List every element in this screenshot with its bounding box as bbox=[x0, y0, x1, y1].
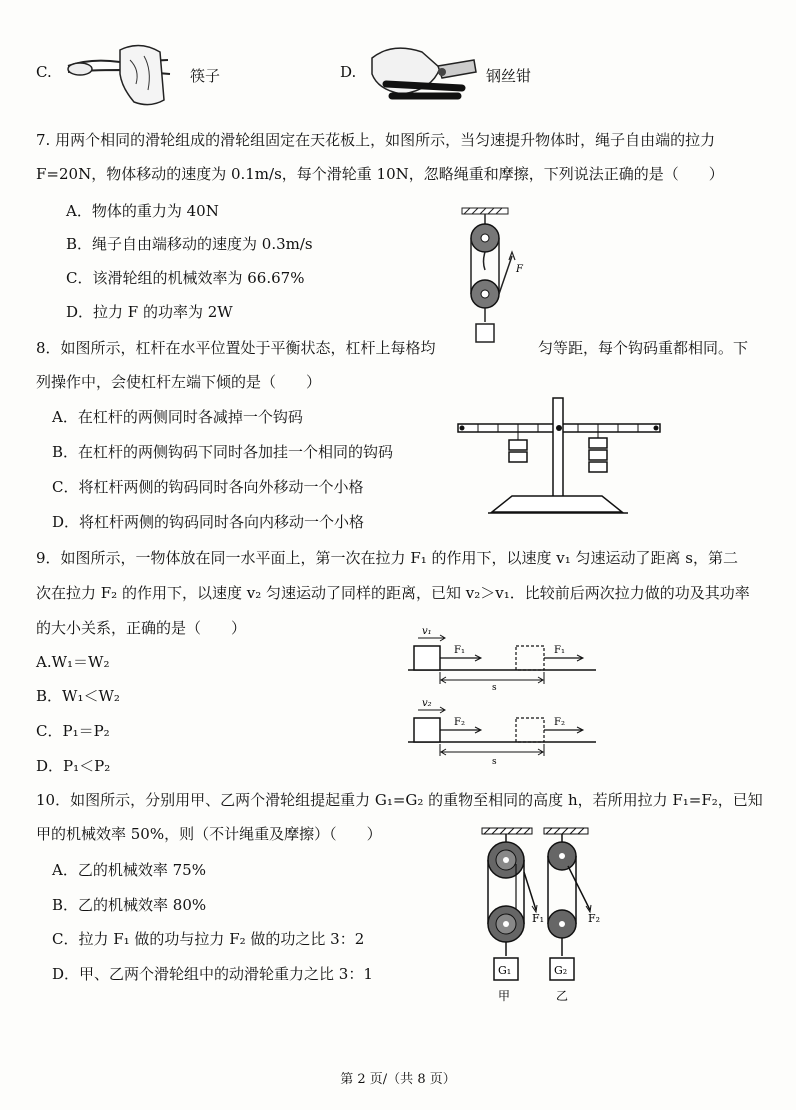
q9-fig-f1-a: F₁ bbox=[454, 645, 465, 656]
q9-option-a: A.W₁＝W₂ bbox=[36, 653, 110, 671]
q10-fig-f2: F₂ bbox=[588, 912, 601, 925]
option-d-label: D. bbox=[340, 63, 357, 81]
page-footer: 第 2 页/（共 8 页） bbox=[340, 1072, 456, 1087]
q7-option-a: A．物体的重力为 40N bbox=[66, 202, 219, 220]
option-c-label: C. bbox=[36, 63, 52, 81]
q8-stem-line1-b: 匀等距，每个钩码重都相同。下 bbox=[538, 339, 749, 357]
q7-option-c: C．该滑轮组的机械效率为 66.67% bbox=[66, 269, 305, 287]
q10-option-a: A．乙的机械效率 75% bbox=[52, 861, 206, 879]
q10-option-d: D．甲、乙两个滑轮组中的动滑轮重力之比 3：1 bbox=[52, 965, 373, 983]
q9-fig-v1: v₁ bbox=[422, 626, 432, 637]
q8-option-a: A．在杠杆的两侧同时各减掉一个钩码 bbox=[52, 408, 303, 426]
option-c-text: 筷子 bbox=[190, 67, 221, 85]
q9-stem-line1: 9．如图所示，一物体放在同一水平面上，第一次在拉力 F₁ 的作用下，以速度 v₁ 匀速运动了距离 s，第二 bbox=[36, 549, 738, 567]
q8-stem-line2: 列操作中，会使杠杆左端下倾的是（ ） bbox=[36, 373, 322, 391]
q7-option-d: D．拉力 F 的功率为 2W bbox=[66, 303, 233, 321]
q9-option-c: C．P₁＝P₂ bbox=[36, 722, 110, 740]
q7-fig-label-f: F bbox=[516, 264, 523, 275]
q9-fig-s-b: s bbox=[492, 757, 497, 767]
q9-stem-line3: 的大小关系，正确的是（ ） bbox=[36, 619, 247, 637]
q7-pulley-figure bbox=[456, 206, 536, 352]
q9-stem-line2: 次在拉力 F₂ 的作用下，以速度 v₂ 匀速运动了同样的距离，已知 v₂＞v₁．比较前后两次拉力做的功及其功率 bbox=[36, 584, 750, 602]
q10-option-b: B．乙的机械效率 80% bbox=[52, 896, 207, 914]
q10-stem-line2: 甲的机械效率 50%，则（不计绳重及摩擦）（ ） bbox=[36, 825, 382, 843]
q9-fig-f1-b: F₁ bbox=[554, 645, 565, 656]
q9-fig-v2: v₂ bbox=[422, 698, 432, 709]
q9-fig-f2-a: F₂ bbox=[454, 717, 465, 728]
q9-option-b: B．W₁＜W₂ bbox=[36, 687, 120, 705]
q9-motion-figure bbox=[404, 624, 604, 774]
q7-option-b: B．绳子自由端移动的速度为 0.3m/s bbox=[66, 235, 313, 253]
q8-option-d: D．将杠杆两侧的钩码同时各向内移动一个小格 bbox=[52, 513, 365, 531]
q9-fig-f2-b: F₂ bbox=[554, 717, 565, 728]
q10-fig-f1: F₁ bbox=[532, 912, 545, 925]
q8-option-b: B．在杠杆的两侧钩码下同时各加挂一个相同的钩码 bbox=[52, 443, 394, 461]
pliers-illustration bbox=[362, 38, 482, 110]
q7-stem-line2: F=20N，物体移动的速度为 0.1m/s，每个滑轮重 10N，忽略绳重和摩擦，下列说法正确的是（ ） bbox=[36, 165, 724, 183]
q10-fig-g1: G₁ bbox=[498, 964, 512, 977]
q7-stem-line1: 7. 用两个相同的滑轮组成的滑轮组固定在天花板上，如图所示，当匀速提升物体时，绳子自由端的拉力 bbox=[36, 131, 716, 149]
q10-pulley-figure bbox=[476, 826, 626, 1008]
q10-fig-yi: 乙 bbox=[556, 989, 569, 1003]
q10-fig-g2: G₂ bbox=[554, 964, 568, 977]
q8-stem-line1-a: 8．如图所示，杠杆在水平位置处于平衡状态，杠杆上每格均 bbox=[36, 339, 436, 357]
q10-fig-jia: 甲 bbox=[498, 989, 511, 1003]
q9-option-d: D．P₁＜P₂ bbox=[36, 757, 111, 775]
q10-stem-line1: 10．如图所示，分别用甲、乙两个滑轮组提起重力 G₁=G₂ 的重物至相同的高度 h，若所用拉力 F₁=F₂，已知 bbox=[36, 791, 763, 809]
chopsticks-illustration bbox=[60, 40, 180, 110]
q8-option-c: C．将杠杆两侧的钩码同时各向外移动一个小格 bbox=[52, 478, 364, 496]
q9-fig-s-a: s bbox=[492, 683, 497, 693]
q10-option-c: C．拉力 F₁ 做的功与拉力 F₂ 做的功之比 3：2 bbox=[52, 930, 365, 948]
option-d-text: 钢丝钳 bbox=[486, 67, 532, 85]
q8-lever-figure bbox=[452, 392, 672, 518]
